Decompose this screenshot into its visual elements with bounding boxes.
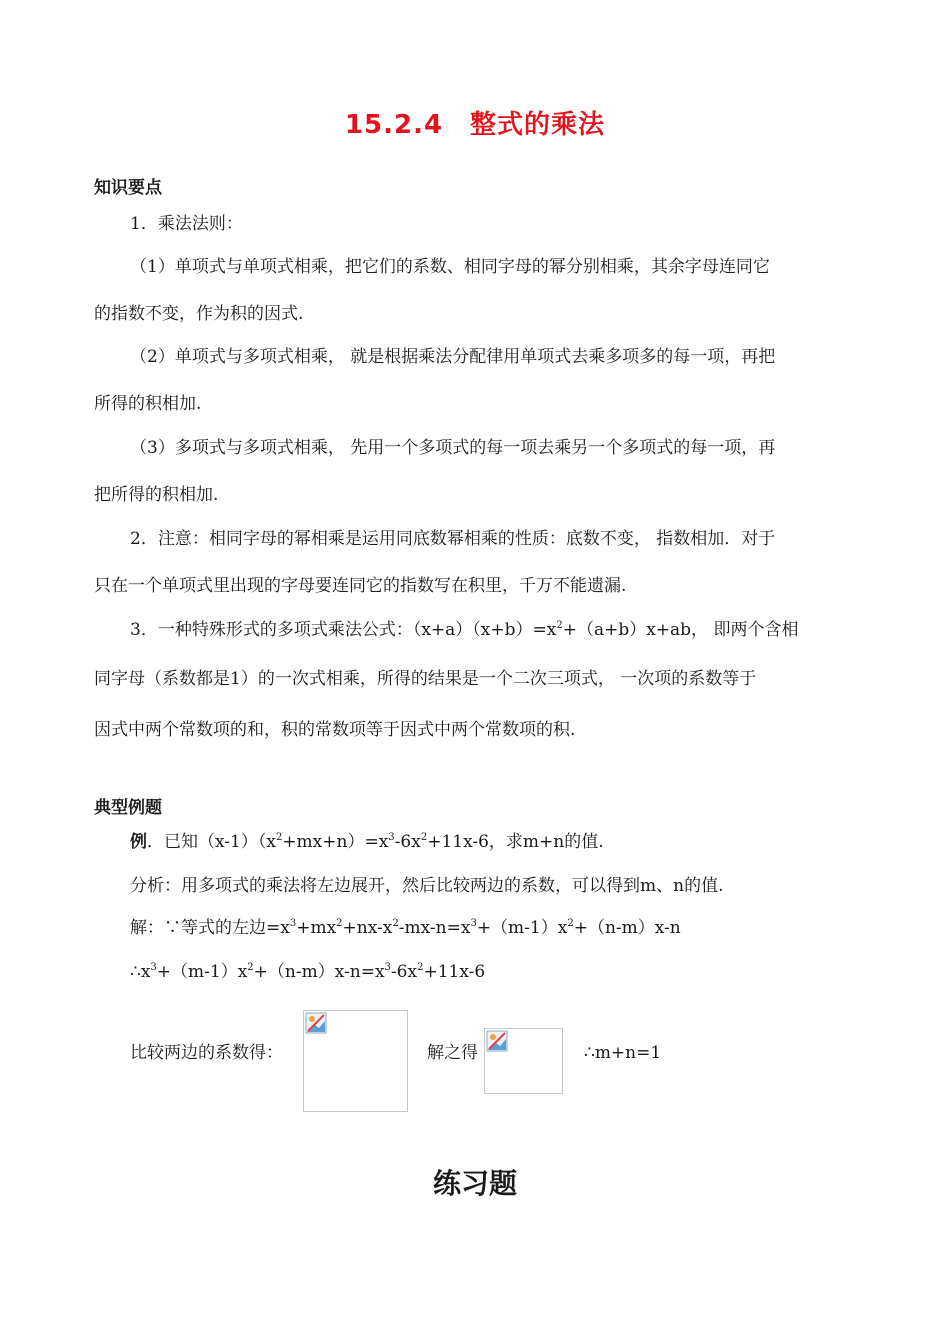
sol-e: +（m-1）x — [476, 918, 568, 938]
result-line: ∴m+n=1 — [584, 1043, 662, 1063]
exponent: 2 — [336, 918, 343, 929]
compare-label: 比较两边的系数得： — [130, 1043, 283, 1063]
formula-text-b: +（a+b）x+ab， 即两个含相 — [562, 620, 799, 640]
exponent: 3 — [150, 962, 157, 973]
rule3-line1: （3）多项式与多项式相乘， 先用一个多项式的每一项去乘另一个多项式的每一项，再 — [130, 438, 776, 458]
exponent: 3 — [289, 918, 297, 929]
exponent: 2 — [417, 962, 424, 973]
therefore-b: +（m-1）x — [156, 962, 248, 982]
sol-b: +mx — [296, 918, 337, 938]
note-line2: 只在一个单项式里出现的字母要连同它的指数写在积里，千万不能遗漏. — [94, 576, 627, 596]
exponent: 3 — [384, 962, 391, 973]
exponent: 2 — [420, 832, 428, 843]
broken-image-icon — [486, 1030, 508, 1052]
therefore-a: ∴x — [130, 962, 151, 982]
broken-image-icon — [305, 1012, 327, 1034]
formula-line1 — [130, 622, 798, 639]
example-line — [130, 834, 604, 851]
therefore-d: -6x — [390, 962, 418, 982]
exponent: 2 — [556, 620, 563, 631]
therefore-c: +（n-m）x-n=x — [253, 962, 385, 982]
rule1-line1: （1）单项式与单项式相乘，把它们的系数、相同字母的幂分别相乘，其余字母连同它 — [130, 257, 770, 277]
formula-line2: 同字母（系数都是1）的一次式相乘，所得的结果是一个二次三项式， 一次项的系数等于 — [94, 669, 757, 689]
solve-label: 解之得 — [427, 1043, 478, 1063]
exponent: 2 — [275, 832, 283, 843]
sol-f: +（n-m）x-n — [573, 918, 681, 938]
page-title: 15.2.4 整式的乘法 — [344, 110, 606, 140]
solution-values-image — [484, 1028, 563, 1094]
sol-c: +nx-x — [342, 918, 393, 938]
practice-title: 练习题 — [432, 1167, 517, 1200]
rule3-line2: 把所得的积相加. — [94, 485, 219, 505]
equation-system-image — [303, 1010, 408, 1112]
section-heading-key-points: 知识要点 — [94, 178, 162, 198]
exponent: 2 — [247, 962, 254, 973]
therefore-line — [130, 964, 485, 981]
example-text-b: +mx+n）=x — [282, 832, 389, 852]
note-line1: 2．注意：相同字母的幂相乘是运用同底数幂相乘的性质：底数不变， 指数相加．对于 — [130, 529, 776, 549]
example-text-a: ．已知（x-1）（x — [147, 832, 276, 852]
formula-text-a: 3．一种特殊形式的多项式乘法公式：（x+a）（x+b）=x — [130, 620, 557, 640]
rule2-line1: （2）单项式与多项式相乘， 就是根据乘法分配律用单项式去乘多项多的每一项，再把 — [130, 347, 776, 367]
section-heading-examples: 典型例题 — [94, 798, 162, 818]
therefore-e: +11x-6 — [423, 962, 486, 982]
exponent: 3 — [388, 832, 395, 843]
rule1-line2: 的指数不变，作为积的因式. — [94, 304, 304, 324]
exponent: 2 — [567, 918, 574, 929]
sol-d: -mx-n=x — [398, 918, 471, 938]
solution-line — [130, 920, 681, 937]
exponent: 2 — [392, 918, 399, 929]
example-label: 例 — [130, 832, 147, 852]
exponent: 3 — [470, 918, 477, 929]
analysis-line: 分析：用多项式的乘法将左边展开，然后比较两边的系数，可以得到m、n的值. — [130, 876, 724, 896]
sol-a: 解：∵等式的左边=x — [130, 918, 290, 938]
formula-line3: 因式中两个常数项的和，积的常数项等于因式中两个常数项的积. — [94, 720, 576, 740]
rule2-line2: 所得的积相加. — [94, 394, 202, 414]
rule-title: 1．乘法法则： — [130, 214, 243, 234]
example-text-d: +11x-6，求m+n的值. — [427, 832, 604, 852]
example-text-c: -6x — [394, 832, 421, 852]
